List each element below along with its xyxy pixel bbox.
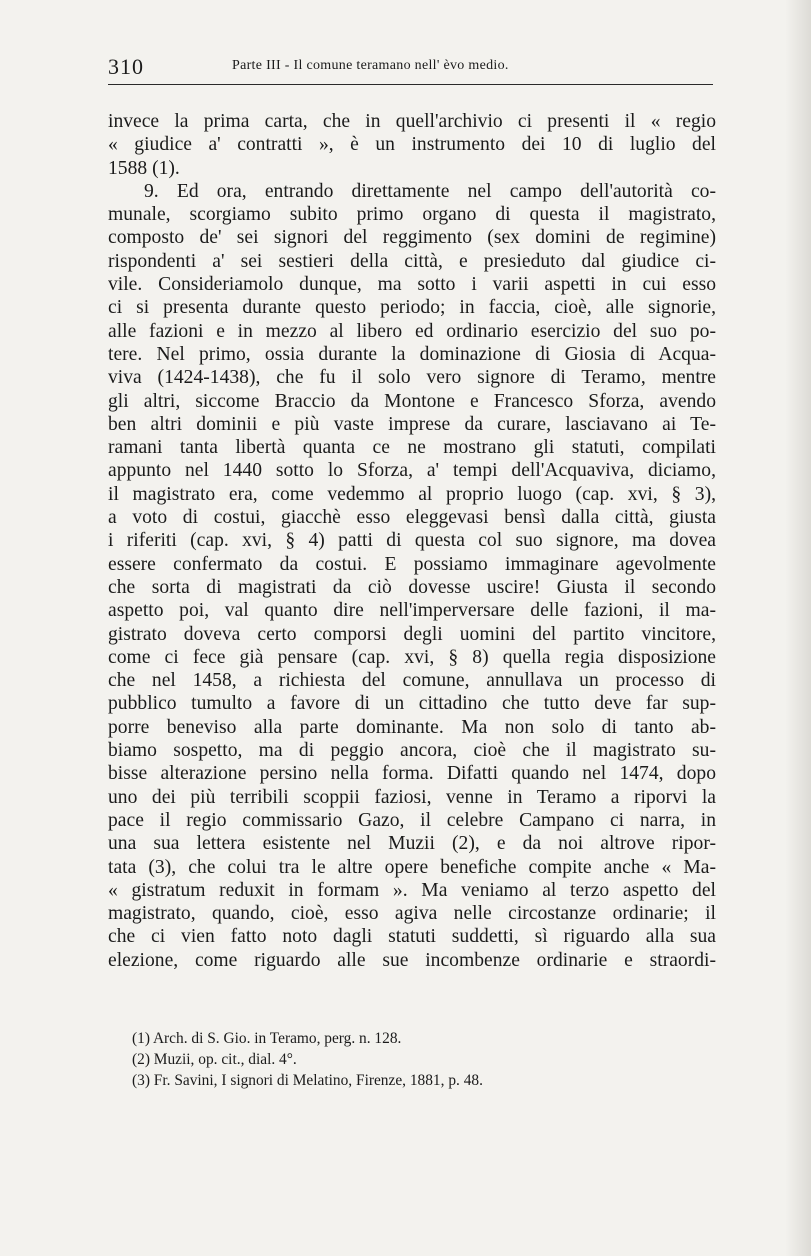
text-line: che sorta di magistrati da ciò dovesse uscire! Giusta il secondo bbox=[108, 576, 716, 598]
text-line: appunto nel 1440 sotto lo Sforza, a' tempi dell'Acquaviva, diciamo, bbox=[108, 460, 716, 482]
text-line: ci si presenta durante questo periodo; in faccia, cioè, alle signorie, bbox=[108, 297, 716, 319]
text-line: tere. Nel primo, ossia durante la dominazione di Giosia di Acqua- bbox=[108, 343, 716, 365]
text-line: essere confermato da costui. E possiamo immaginare agevolmente bbox=[108, 553, 716, 575]
running-head: Parte III - Il comune teramano nell' èvo medio. bbox=[232, 58, 509, 73]
text-line: gistrato doveva certo comporsi degli uomini del partito vincitore, bbox=[108, 623, 716, 645]
text-line: il magistrato era, come vedemmo al proprio luogo (cap. xvi, § 3), bbox=[108, 483, 716, 505]
text-line: gli altri, siccome Braccio da Montone e Francesco Sforza, avendo bbox=[108, 390, 716, 412]
page-header bbox=[108, 54, 713, 80]
text-line: magistrato, quando, cioè, esso agiva nelle circostanze ordinarie; il bbox=[108, 903, 716, 925]
text-line: bisse alterazione persino nella forma. Difatti quando nel 1474, dopo bbox=[108, 763, 716, 785]
page-number: 310 bbox=[108, 54, 144, 79]
text-line: elezione, come riguardo alle sue incombenze ordinarie e straordi- bbox=[108, 949, 716, 971]
text-line: porre beneviso alla parte dominante. Ma non solo di tanto ab- bbox=[108, 716, 716, 738]
footnote: (3) Fr. Savini, I signori di Melatino, Firenze, 1881, p. 48. bbox=[132, 1072, 483, 1089]
footnote: (2) Muzii, op. cit., dial. 4°. bbox=[132, 1051, 297, 1068]
text-line: rispondenti a' sei sestieri della città, e presieduto dal giudice ci- bbox=[108, 250, 716, 272]
footnotes bbox=[132, 1028, 692, 1091]
header-rule bbox=[108, 84, 713, 85]
text-line: invece la prima carta, che in quell'archivio ci presenti il « regio bbox=[108, 111, 716, 132]
text-line: tata (3), che colui tra le altre opere benefiche compite anche « Ma- bbox=[108, 856, 716, 878]
text-line: vile. Consideriamolo dunque, ma sotto i varii aspetti in cui esso bbox=[108, 274, 716, 296]
text-line: 1588 (1). bbox=[108, 157, 180, 179]
text-line: ramani tanta libertà quanta ce ne mostrano gli statuti, compilati bbox=[108, 437, 716, 459]
text-line: che ci vien fatto noto dagli statuti suddetti, sì riguardo alla sua bbox=[108, 926, 716, 948]
text-line: pubblico tumulto a favore di un cittadino che tutto deve far sup- bbox=[108, 693, 716, 715]
text-line: viva (1424-1438), che fu il solo vero signore di Teramo, mentre bbox=[108, 367, 716, 389]
text-line: a voto di costui, giacchè esso eleggevasi bensì dalla città, giusta bbox=[108, 507, 716, 529]
text-line: una sua lettera esistente nel Muzii (2), e da noi altrove ripor- bbox=[108, 833, 716, 855]
text-line: aspetto poi, val quanto dire nell'imperversare delle fazioni, il ma- bbox=[108, 600, 716, 622]
text-line: « gistratum reduxit in formam ». Ma veniamo al terzo aspetto del bbox=[108, 879, 716, 901]
body-text bbox=[108, 110, 716, 972]
text-line: 9. Ed ora, entrando direttamente nel campo dell'autorità co- bbox=[144, 180, 716, 202]
text-line: come ci fece già pensare (cap. xvi, § 8) quella regia disposizione bbox=[108, 646, 716, 668]
text-line: pace il regio commissario Gazo, il celebre Campano ci narra, in bbox=[108, 809, 716, 831]
text-line: munale, scorgiamo subito primo organo di questa il magistrato, bbox=[108, 204, 716, 226]
page-edge-shadow bbox=[785, 0, 811, 1256]
text-line: composto de' sei signori del reggimento (sex domini de regimine) bbox=[108, 227, 716, 249]
text-line: i riferiti (cap. xvi, § 4) patti di questa col suo signore, ma dovea bbox=[108, 530, 716, 552]
text-line: uno dei più terribili scoppii faziosi, venne in Teramo a riporvi la bbox=[108, 786, 716, 808]
footnote: (1) Arch. di S. Gio. in Teramo, perg. n. 128. bbox=[132, 1030, 402, 1047]
text-line: biamo sospetto, ma di peggio ancora, cioè che il magistrato su- bbox=[108, 740, 716, 762]
text-line: alle fazioni e in mezzo al libero ed ordinario esercizio del suo po- bbox=[108, 320, 716, 342]
text-line: « giudice a' contratti », è un instrumento dei 10 di luglio del bbox=[108, 134, 716, 156]
text-line: ben altri dominii e più vaste imprese da curare, lasciavano ai Te- bbox=[108, 413, 716, 435]
text-line: che nel 1458, a richiesta del comune, annullava un processo di bbox=[108, 670, 716, 692]
